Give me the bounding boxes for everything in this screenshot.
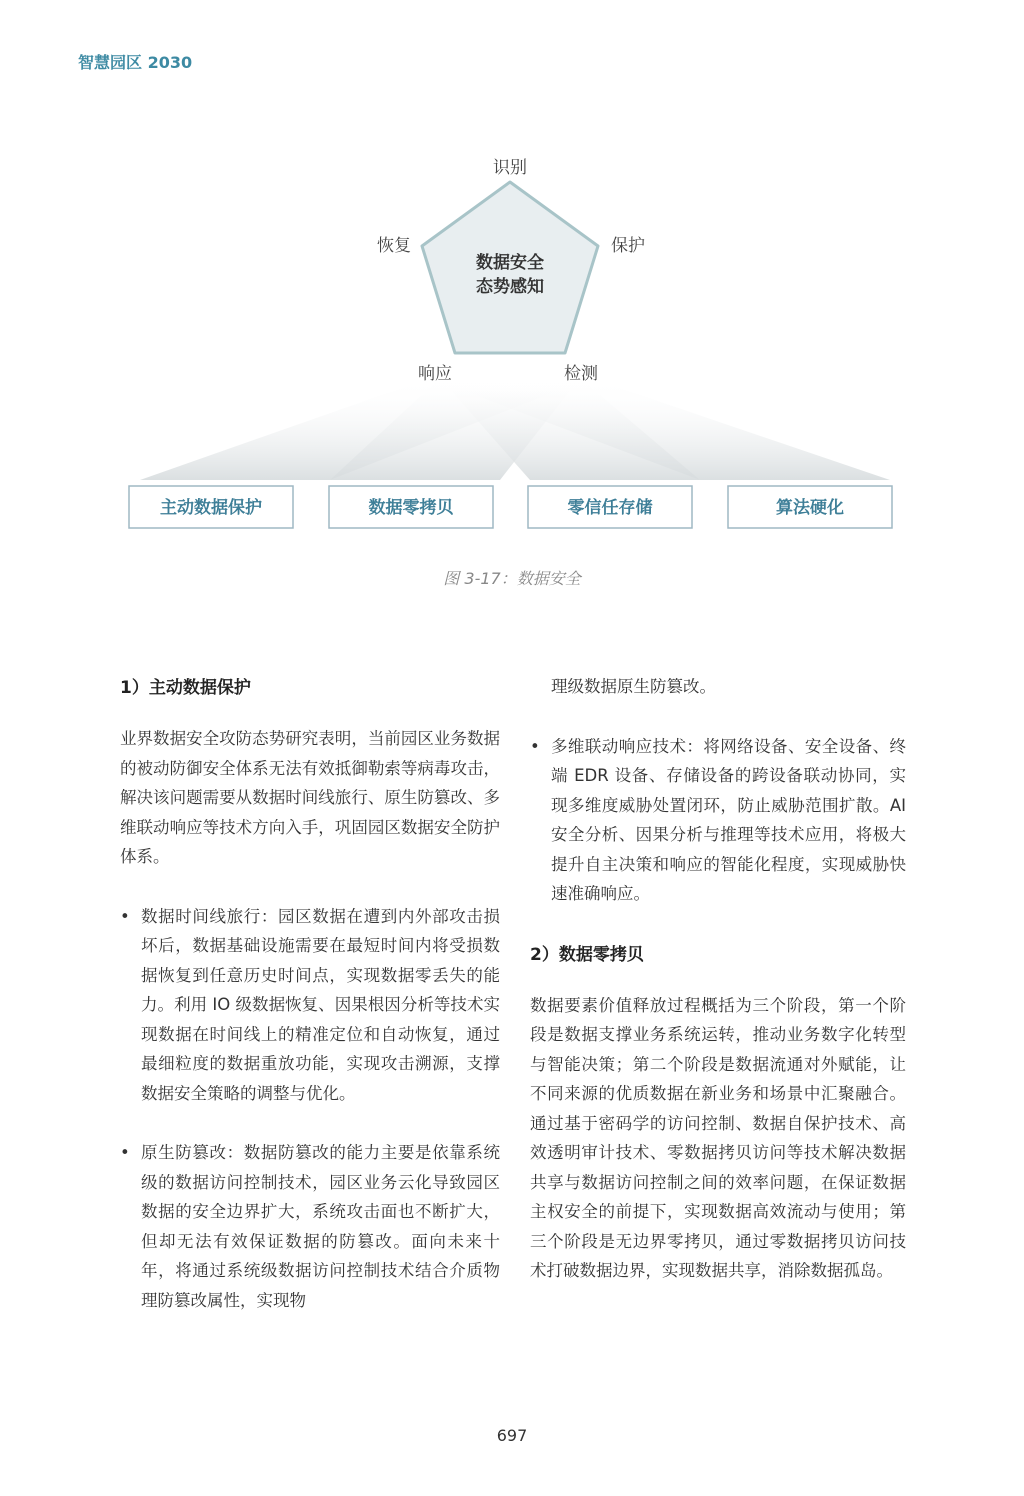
right-column — [530, 672, 906, 1316]
section-heading-active-protection: 1）主动数据保护 — [120, 678, 251, 698]
vertex-label-identify: 识别 — [493, 158, 527, 178]
capability-box-3 — [528, 486, 692, 528]
capability-box-4-label: 算法硬化 — [776, 498, 844, 518]
capability-box-1 — [129, 486, 293, 528]
bullet-text: 原生防篡改：数据防篡改的能力主要是依靠系统级的数据访问控制技术，园区业务云化导致园区数据的安全边界扩大，系统攻击面也不断扩大，但却无法有效保证数据的防篡改。面向未来十年，将通过系统级数据访问控制技术结合介质物理防篡改属性，实现物 — [141, 1143, 500, 1310]
left-column — [120, 672, 500, 1345]
intro-paragraph: 业界数据安全攻防态势研究表明，当前园区业务数据的被动防御安全体系无法有效抵御勒索等病毒攻击，解决该问题需要从数据时间线旅行、原生防篡改、多维联动响应等技术方向入手，巩固园区数据安全防护体系。 — [120, 729, 500, 866]
capability-box-1-label: 主动数据保护 — [160, 498, 262, 518]
vertex-label-detect: 检测 — [564, 364, 598, 384]
data-security-diagram — [0, 140, 1024, 560]
bullet-dot: • — [120, 906, 130, 926]
bullet-text: 数据时间线旅行：园区数据在遭到内外部攻击损坏后，数据基础设施需要在最短时间内将受损数据恢复到任意历史时间点，实现数据零丢失的能力。利用 IO 级数据恢复、因果根因分析等技术实现数据在时间线上的精准定位和自动恢复，通过最细粒度的数据重放功能，实现攻击溯源，支撑数据安全策略的调整与优化。 — [141, 906, 500, 1103]
capability-box-2-label: 数据零拷贝 — [368, 498, 454, 518]
bullet-item — [530, 732, 906, 909]
bullet-dot: • — [120, 1143, 130, 1162]
bullet-text: 多维联动响应技术：将网络设备、安全设备、终端 EDR 设备、存储设备的跨设备联动协同，实现多维度威胁处置闭环，防止威胁范围扩散。AI 安全分析、因果分析与推理等技术应用，将极大提升自主决策和响应的智能化程度，实现威胁快速准确响应。 — [551, 736, 906, 903]
zero-copy-paragraph: 数据要素价值释放过程概括为三个阶段，第一个阶段是数据支撑业务系统运转，推动业务数字化转型与智能决策；第二个阶段是数据流通对外赋能，让不同来源的优质数据在新业务和场景中汇聚融合。通过基于密码学的访问控制、数据自保护技术、高效透明审计技术、零数据拷贝访问等技术解决数据共享与数据访问控制之间的效率问题，在保证数据主权安全的前提下，实现数据高效流动与使用；第三个阶段是无边界零拷贝，通过零数据拷贝访问技术打破数据边界，实现数据共享，消除数据孤岛。 — [530, 995, 906, 1280]
running-header: 智慧园区 2030 — [78, 53, 193, 72]
page-number: 697 — [496, 1426, 528, 1445]
pentagon-center-line1: 数据安全 — [476, 253, 544, 273]
capability-box-4 — [728, 486, 892, 528]
section-heading-zero-copy: 2）数据零拷贝 — [530, 944, 644, 965]
vertex-label-respond: 响应 — [418, 364, 452, 384]
capability-box-2 — [329, 486, 493, 528]
vertex-label-recover: 恢复 — [377, 236, 411, 256]
bullet-dot: • — [530, 736, 540, 756]
vertex-label-protect: 保护 — [611, 236, 645, 256]
figure-caption: 图 3-17：数据安全 — [443, 569, 581, 588]
bullet-item — [120, 1138, 500, 1315]
pentagon-center-line2: 态势感知 — [476, 277, 544, 297]
bullet-item — [120, 902, 500, 1109]
capability-box-3-label: 零信任存储 — [567, 498, 653, 518]
continued-text: 理级数据原生防篡改。 — [551, 677, 716, 696]
